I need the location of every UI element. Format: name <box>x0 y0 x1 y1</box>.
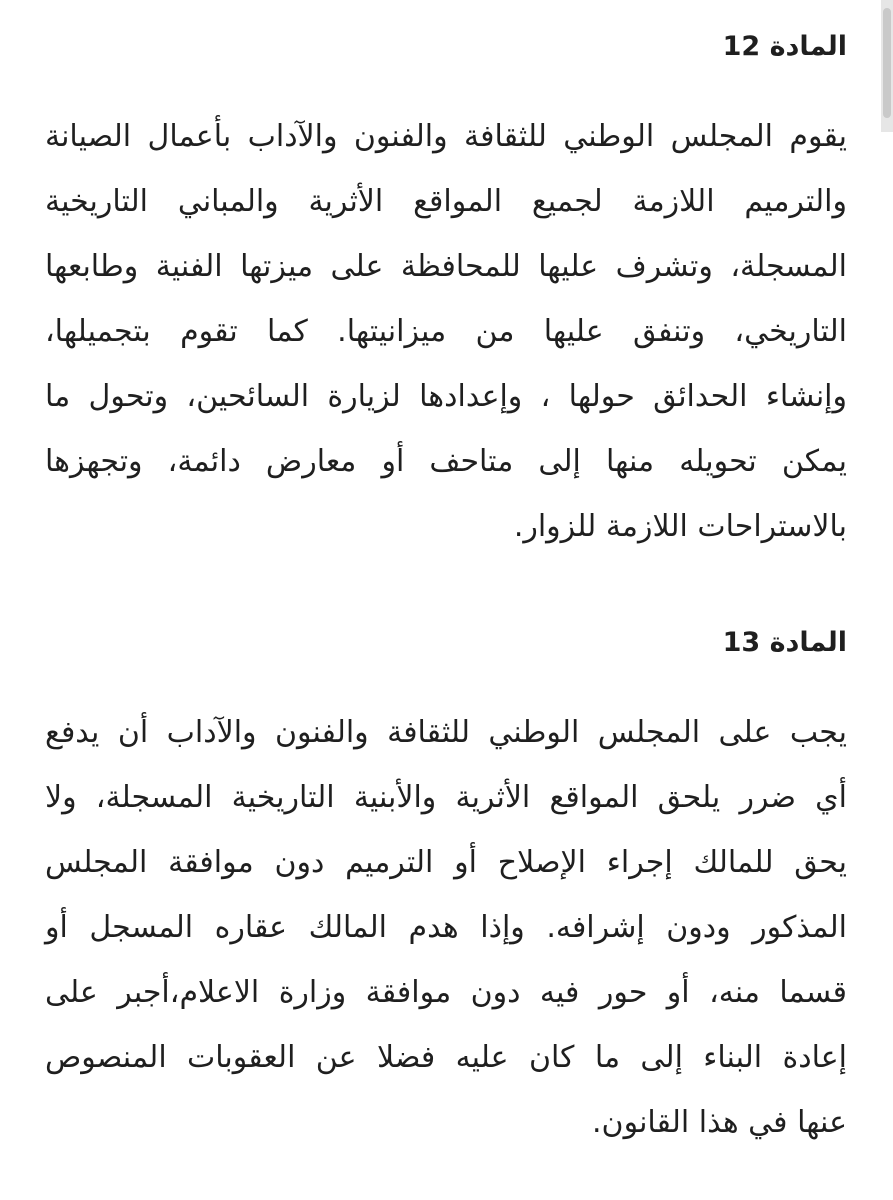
article-12-line-3: المسجلة، وتشرف عليها للمحافظة على ميزتها الفنية وطابعها <box>45 249 847 284</box>
article-13-line-3: يحق للمالك إجراء الإصلاح أو الترميم دون موافقة المجلس <box>45 845 847 880</box>
scrollbar-thumb[interactable] <box>883 8 891 118</box>
article-13-line-2: أي ضرر يلحق المواقع الأثرية والأبنية التاريخية المسجلة، ولا <box>45 780 847 815</box>
article-13-title: المادة 13 <box>722 627 847 658</box>
article-13-line-4: المذكور ودون إشرافه. وإذا هدم المالك عقاره المسجل أو <box>45 910 847 945</box>
article-12 <box>45 24 847 559</box>
article-13-line-5: قسما منه، أو حور فيه دون موافقة وزارة الاعلام،أجبر على <box>45 975 847 1010</box>
article-13-line-6: إعادة البناء إلى ما كان عليه فضلا عن العقوبات المنصوص <box>45 1040 847 1075</box>
article-12-line-7: بالاستراحات اللازمة للزوار. <box>513 509 847 544</box>
article-13 <box>45 620 847 1155</box>
article-12-line-2: والترميم اللازمة لجميع المواقع الأثرية والمباني التاريخية <box>45 184 847 219</box>
article-13-body <box>45 700 847 1155</box>
article-12-line-6: يمكن تحويله منها إلى متاحف أو معارض دائمة، وتجهزها <box>45 444 847 479</box>
vertical-scrollbar[interactable] <box>881 0 893 132</box>
article-12-line-4: التاريخي، وتنفق عليها من ميزانيتها. كما تقوم بتجميلها، <box>45 314 847 349</box>
article-12-title: المادة 12 <box>722 31 847 62</box>
article-13-line-7: عنها في هذا القانون. <box>592 1105 847 1140</box>
article-12-body <box>45 104 847 559</box>
article-12-line-5: وإنشاء الحدائق حولها ، وإعدادها لزيارة السائحين، وتحول ما <box>45 379 847 414</box>
article-13-line-1: يجب على المجلس الوطني للثقافة والفنون والآداب أن يدفع <box>45 715 847 750</box>
article-12-line-1: يقوم المجلس الوطني للثقافة والفنون والآداب بأعمال الصيانة <box>45 119 847 154</box>
